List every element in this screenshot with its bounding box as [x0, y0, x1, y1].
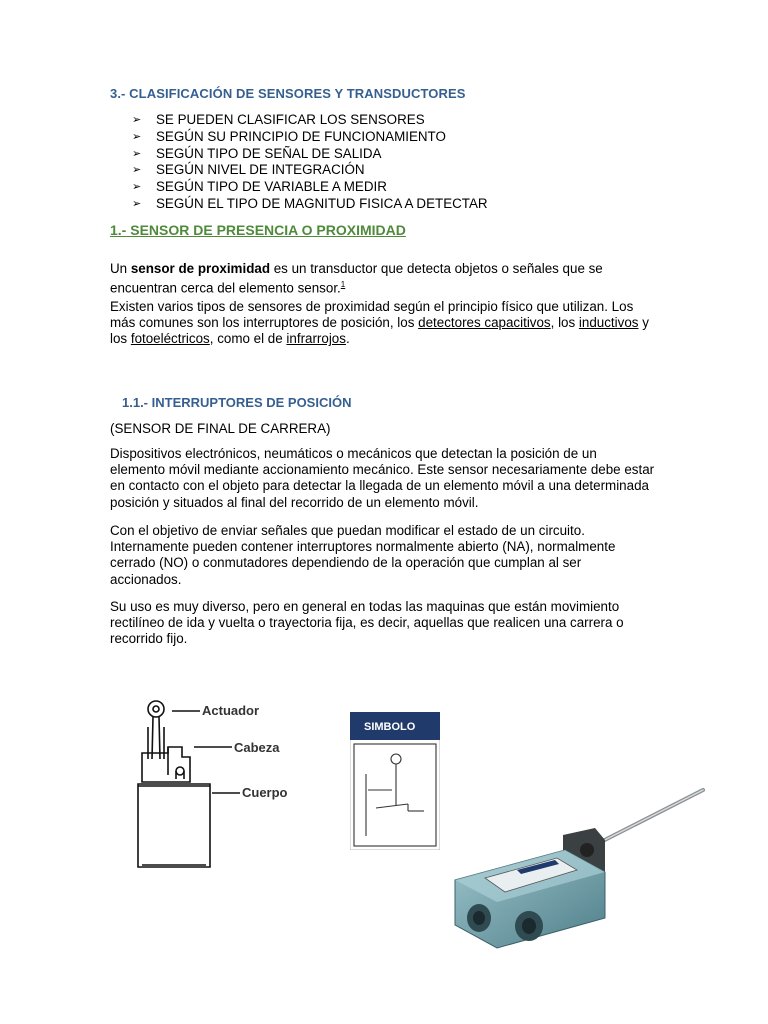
list-item: ➢ SEGÚN NIVEL DE INTEGRACIÓN — [132, 162, 365, 178]
arrow-bullet-icon: ➢ — [132, 181, 142, 194]
device-illustration — [445, 780, 715, 950]
paragraph-description: Dispositivos electrónicos, neumáticos o mecánicos que detectan la posición de un elemento móvil mediante accionamiento mecánico. Este sensor necesariamente debe estar en contacto con el objeto para detectar la llegada de un elemento móvil a una determinada posición y situados al final del recorrido de un elemento móvil. — [110, 446, 655, 510]
list-item: ➢ SEGÚN TIPO DE SEÑAL DE SALIDA — [132, 145, 382, 161]
arrow-bullet-icon: ➢ — [132, 147, 142, 160]
arrow-bullet-icon: ➢ — [132, 130, 142, 143]
bold-term: sensor de proximidad — [130, 261, 270, 276]
arrow-bullet-icon: ➢ — [132, 164, 142, 177]
symbol-card — [350, 712, 440, 850]
link-inductive[interactable]: inductivos — [578, 315, 639, 331]
list-item: ➢ SEGÚN SU PRINCIPIO DE FUNCIONAMIENTO — [132, 128, 446, 144]
label-cuerpo: Cuerpo — [242, 785, 288, 800]
link-capacitive[interactable]: detectores capacitivos — [418, 315, 551, 331]
list-item: ➢ SEGÚN TIPO DE VARIABLE A MEDIR — [132, 179, 387, 195]
classification-list — [132, 112, 488, 213]
arrow-bullet-icon: ➢ — [132, 197, 142, 210]
paragraph-definition: Un sensor de proximidad es un transductor que detecta objetos o señales que se encuentran cerca del elemento sensor.$^1$ — [110, 261, 603, 296]
arrow-bullet-icon: ➢ — [132, 114, 142, 126]
limit-switch-diagram — [128, 697, 308, 872]
paragraph-usage: Su uso es muy diverso, pero en general en todas las maquinas que están movimiento rectilíneo de ida y vuelta o trayectoria fija, es decir, aquellas que realicen una carrera o recorrido fijo. — [110, 599, 624, 647]
subtitle: (SENSOR DE FINAL DE CARRERA) — [110, 421, 331, 436]
link-infrared[interactable]: infrarrojos — [286, 331, 346, 347]
section-heading: 3.- CLASIFICACIÓN DE SENSORES Y TRANSDUCTORES — [110, 86, 466, 101]
label-actuador: Actuador — [202, 703, 260, 718]
heading-position-switches: 1.1.- INTERRUPTORES DE POSICIÓN — [122, 395, 352, 410]
label-cabeza: Cabeza — [234, 740, 280, 755]
footnote-link[interactable]: 1 — [340, 280, 346, 290]
link-photoelectric[interactable]: fotoeléctricos — [130, 331, 210, 347]
heading-proximity-sensor[interactable]: 1.- SENSOR DE PRESENCIA O PROXIMIDAD — [110, 222, 406, 238]
paragraph-purpose: Con el objetivo de enviar señales que puedan modificar el estado de un circuito. Internamente pueden contener interruptores normalmente abierto (NA), normalmente cerrado (NO) o conmutadores dependiendo de la operación que cumplan al ser accionados. — [110, 523, 616, 587]
list-item: ➢ SE PUEDEN CLASIFICAR LOS SENSORES — [132, 112, 425, 127]
limit-switch-photo — [445, 780, 715, 950]
limit-switch-drawing — [128, 697, 308, 872]
symbol-title: SIMBOLO — [364, 721, 416, 733]
paragraph-types: Existen varios tipos de sensores de proximidad según el principio físico que utilizan. Los más comunes son los interruptores de posición, los detectores capacitivos, los inductivos y los fotoeléctricos, como el de infrarrojos. — [110, 299, 649, 347]
switch-symbol-drawing — [350, 712, 440, 850]
list-item: ➢ SEGÚN EL TIPO DE MAGNITUD FISICA A DETECTAR — [132, 195, 488, 211]
